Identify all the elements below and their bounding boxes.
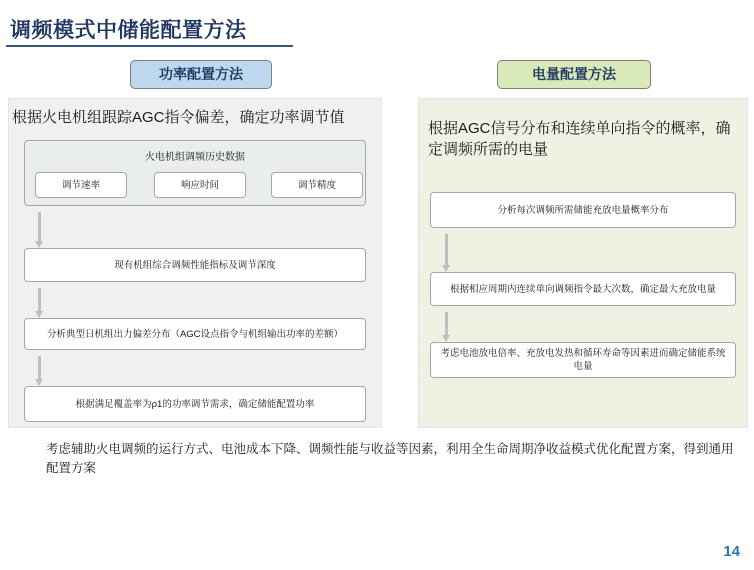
arrow-down-left-1 — [35, 212, 44, 242]
step-determine-energy-capacity: 考虑电池放电倍率、充放电发热和循环寿命等因素进而确定储能系统电量 — [430, 342, 736, 378]
arrow-down-right-1 — [442, 234, 451, 266]
energy-method-lead-text: 根据AGC信号分布和连续单向指令的概率，确定调频所需的电量 — [428, 120, 731, 158]
arrow-down-left-2 — [35, 288, 44, 312]
arrow-down-right-2 — [442, 312, 451, 336]
power-method-lead-text: 根据火电机组跟踪AGC指令偏差，确定功率调节值 — [12, 109, 345, 126]
history-item-accuracy: 调节精度 — [271, 172, 363, 198]
column-header-energy-method: 电量配置方法 — [497, 60, 651, 89]
history-item-rate: 调节速率 — [35, 172, 127, 198]
arrow-down-left-3 — [35, 356, 44, 380]
page-number: 14 — [723, 543, 740, 560]
history-item-response-time: 响应时间 — [154, 172, 246, 198]
column-header-power-method: 功率配置方法 — [130, 60, 272, 89]
title-divider — [6, 45, 293, 47]
step-charge-discharge-distribution: 分析每次调频所需储能充放电量概率分布 — [430, 192, 736, 228]
page-title: 调频模式中储能配置方法 — [10, 19, 247, 42]
step-max-charge-discharge: 根据相应周期内连续单向调频指令最大次数，确定最大充放电量 — [430, 272, 736, 306]
step-comprehensive-performance: 现有机组综合调频性能指标及调节深度 — [24, 248, 366, 282]
footnote-text: 考虑辅助火电调频的运行方式、电池成本下降、调频性能与收益等因素，利用全生命周期净收益模式优化配置方案，得到通用配置方案 — [46, 442, 734, 475]
history-data-group-title: 火电机组调频历史数据 — [145, 152, 245, 163]
step-deviation-distribution: 分析典型日机组出力偏差分布（AGC设点指令与机组输出功率的差额） — [24, 318, 366, 350]
step-configure-power: 根据满足覆盖率为ρ1的功率调节需求，确定储能配置功率 — [24, 386, 366, 422]
